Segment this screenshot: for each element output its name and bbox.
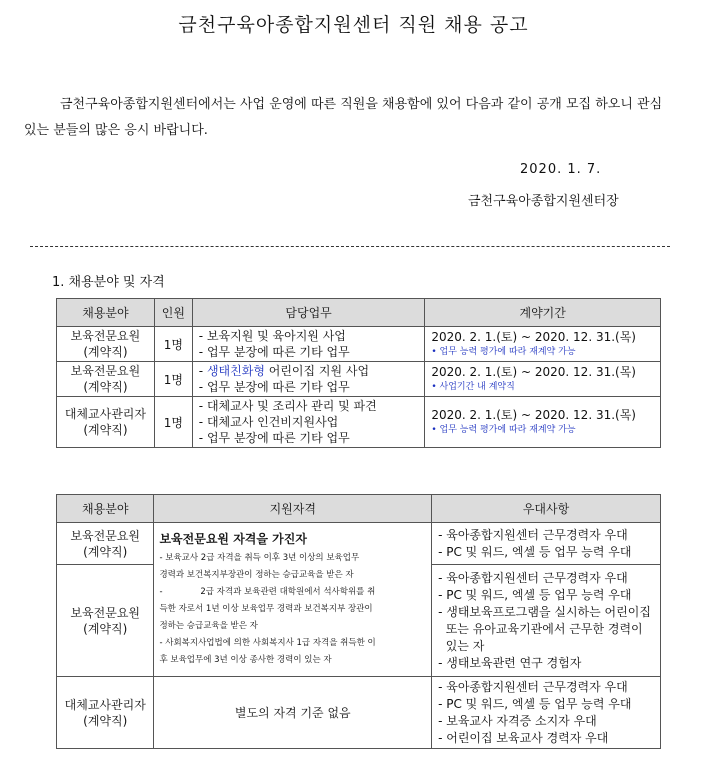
recruitment-table: [56, 298, 661, 448]
divider: [30, 246, 670, 247]
field-name: 보육전문요원: [70, 329, 141, 343]
preference-line: - PC 및 워드, 엑셀 등 업무 능력 우대: [438, 587, 632, 602]
preference-line: - 생태보육관련 연구 경험자: [438, 655, 582, 670]
table-row: [57, 677, 661, 749]
qualification-line: - 사회복지사업법에 의한 사회복지사 1급 자격을 취득한 이: [159, 638, 376, 648]
duty-line: - 업무 분장에 따른 기타 업무: [198, 345, 350, 359]
signature: 금천구육아종합지원센터장: [468, 194, 619, 209]
preference-line: - 어린이집 보육교사 경력자 우대: [438, 730, 609, 745]
section-heading: 1. 채용분야 및 자격: [52, 275, 165, 290]
header-duties: 담당업무: [192, 299, 425, 327]
period-text: 2020. 2. 1.(토) ~ 2020. 12. 31.(목): [431, 330, 636, 344]
preference-line: 있는 자: [438, 638, 485, 653]
table-header-row: [57, 299, 661, 327]
preference-cell: [432, 565, 661, 677]
header-period: 계약기간: [425, 299, 661, 327]
table-header-row: [57, 495, 661, 523]
field-type: (계약직): [83, 621, 128, 636]
field-type: (계약직): [83, 345, 128, 359]
table-row: [57, 327, 661, 362]
qualification-line: 경력과 보건복지부장관이 정하는 승급교육을 받은 자: [159, 570, 354, 580]
field-name: 보육전문요원: [70, 364, 141, 378]
preference-line: - 육아종합지원센터 근무경력자 우대: [438, 570, 628, 585]
duty-line: [199, 363, 419, 379]
period-note: • 업무 능력 평가에 따라 재계약 가능: [431, 425, 576, 435]
period-cell: [425, 362, 661, 397]
page-title: 금천구육아종합지원센터 직원 채용 공고: [178, 14, 529, 36]
duty-line: - 대체교사 인건비지원사업: [198, 415, 339, 429]
preference-line: - PC 및 워드, 엑셀 등 업무 능력 우대: [438, 544, 632, 559]
duties-cell: [192, 327, 425, 362]
qualification-line: 득한 자로서 1년 이상 보육업무 경력과 보건복지부 장관이: [159, 604, 373, 614]
field-cell: [57, 362, 155, 397]
period-cell: [425, 327, 661, 362]
period-cell: [425, 397, 661, 448]
preference-line: - 육아종합지원센터 근무경력자 우대: [438, 679, 628, 694]
header-preference: 우대사항: [432, 495, 661, 523]
period-text: 2020. 2. 1.(토) ~ 2020. 12. 31.(목): [431, 408, 636, 422]
field-type: (계약직): [83, 380, 128, 394]
qualification-cell: 별도의 자격 기준 없음: [154, 677, 432, 749]
qualification-line: 정하는 승급교육을 받은 자: [159, 621, 258, 631]
preference-line: - 보육교사 자격증 소지자 우대: [438, 713, 597, 728]
duty-line: - 대체교사 및 조리사 관리 및 파견: [198, 399, 377, 413]
header-count: 인원: [154, 299, 192, 327]
qualification-title: 보육전문요원 자격을 가진자: [159, 532, 307, 546]
preference-line: 또는 유아교육기관에서 근무한 경력이: [438, 621, 643, 636]
period-text: 2020. 2. 1.(토) ~ 2020. 12. 31.(목): [431, 365, 636, 379]
duty-line: - 보육지원 및 육아지원 사업: [198, 329, 346, 343]
period-note: • 업무 능력 평가에 따라 재계약 가능: [431, 347, 576, 357]
notice-date: 2020. 1. 7.: [520, 162, 602, 177]
preference-line: - 육아종합지원센터 근무경력자 우대: [438, 527, 628, 542]
intro-paragraph: 금천구육아종합지원센터에서는 사업 운영에 따른 직원을 채용함에 있어 다음과 같이 공개 모집 하오니 관심 있는 분들의 많은 응시 바랍니다.: [24, 97, 663, 138]
field-name: 대체교사관리자: [64, 407, 146, 421]
duties-cell: [192, 397, 425, 448]
field-cell: [57, 565, 154, 677]
header-field: 채용분야: [57, 299, 155, 327]
field-cell: [57, 677, 154, 749]
count-cell: 1명: [154, 327, 192, 362]
field-type: (계약직): [83, 423, 128, 437]
field-type: (계약직): [83, 544, 128, 559]
field-name: 대체교사관리자: [64, 697, 146, 712]
preference-line: - 생태보육프로그램을 실시하는 어린이집: [438, 604, 651, 619]
qualification-line: - 보육교사 2급 자격을 취득 이후 3년 이상의 보육업무: [159, 553, 360, 563]
table-row: [57, 523, 661, 565]
field-cell: [57, 327, 155, 362]
preference-cell: [432, 523, 661, 565]
field-type: (계약직): [83, 713, 128, 728]
duty-rest: 어린이집 지원 사업: [264, 364, 370, 378]
duties-cell: [192, 362, 425, 397]
header-qualification: 지원자격: [154, 495, 432, 523]
header-field: 채용분야: [57, 495, 154, 523]
preference-cell: [432, 677, 661, 749]
field-name: 보육전문요원: [70, 605, 141, 620]
count-cell: 1명: [154, 397, 192, 448]
duty-highlight: 생태친화형: [206, 364, 265, 378]
duty-line: - 업무 분장에 따른 기타 업무: [198, 380, 350, 394]
qualification-cell: [154, 523, 432, 677]
count-cell: 1명: [154, 362, 192, 397]
field-name: 보육전문요원: [70, 528, 141, 543]
field-cell: [57, 523, 154, 565]
qualification-line: 후 보육업무에 3년 이상 종사한 경력이 있는 자: [159, 655, 332, 665]
period-note: • 사업기간 내 계약직: [431, 382, 515, 392]
field-cell: [57, 397, 155, 448]
table-row: [57, 362, 661, 397]
duty-prefix: -: [198, 364, 207, 378]
preference-line: - PC 및 워드, 엑셀 등 업무 능력 우대: [438, 696, 632, 711]
qualification-line: - 2급 자격과 보육관련 대학원에서 석사학위를 취: [159, 587, 376, 597]
duty-line: - 업무 분장에 따른 기타 업무: [198, 431, 350, 445]
table-row: [57, 397, 661, 448]
qualification-table: [56, 494, 661, 749]
